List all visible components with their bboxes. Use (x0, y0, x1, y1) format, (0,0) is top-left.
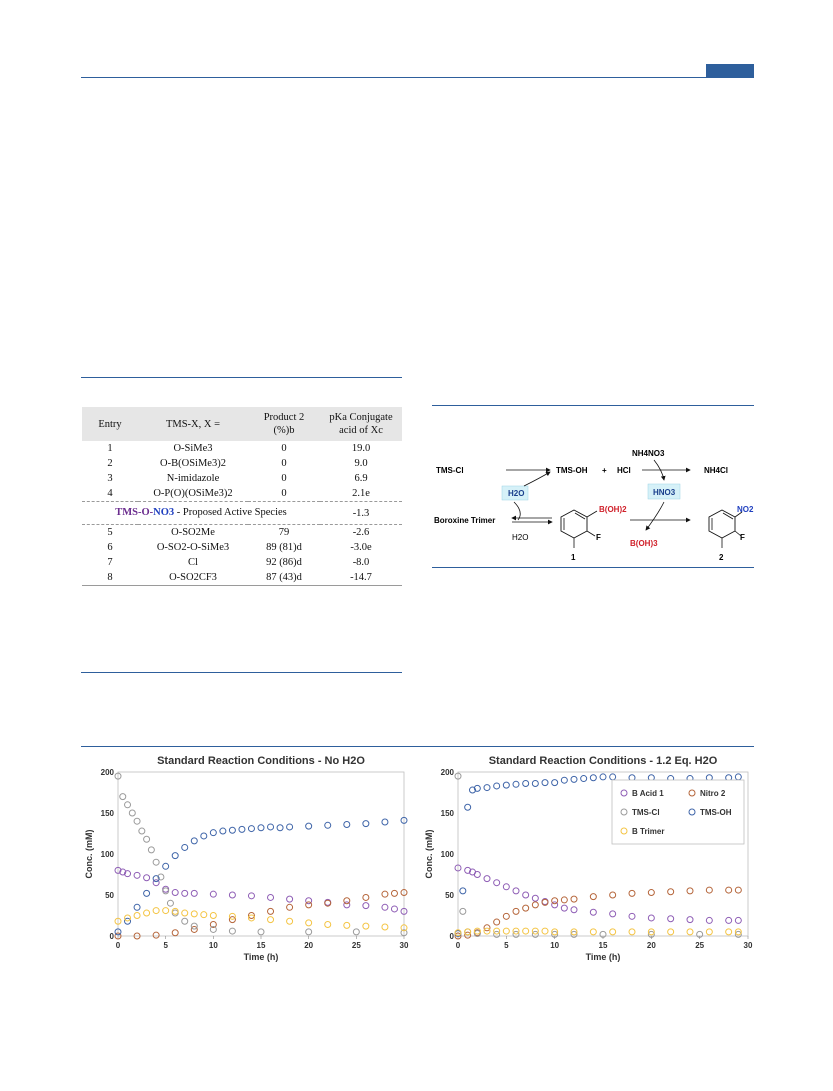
chart-title: Standard Reaction Conditions - 1.2 Eq. H2O (488, 755, 718, 767)
x-tick-label: 5 (504, 941, 509, 950)
x-tick-label: 30 (399, 941, 409, 950)
cell-x: O-SO2-O-SiMe3 (156, 542, 230, 553)
h2o-box-text: H2O (508, 489, 525, 498)
cell-x: O-P(O)(OSiMe3)2 (153, 488, 233, 499)
scheme-top-rule (432, 405, 754, 406)
ring-2 (709, 510, 735, 538)
cell-pka: 6.9 (354, 473, 368, 484)
header-tms-x: TMS-X, X = (138, 407, 248, 441)
curve-arrow-2 (524, 472, 550, 486)
header-entry: Entry (82, 407, 138, 441)
cell-entry: 6 (107, 542, 113, 553)
y-tick-label: 100 (440, 850, 454, 859)
cell-pka: -2.6 (320, 525, 402, 541)
legend-label: B Trimer (632, 827, 665, 836)
y-tick-label: 0 (109, 932, 114, 941)
cell-entry: 3 (107, 473, 113, 484)
cell-product: 92 (86)d (266, 557, 302, 568)
legend-label: TMS-Cl (632, 808, 660, 817)
cell-product: 0 (281, 458, 287, 469)
reaction-scheme (432, 440, 754, 562)
cell-product: 0 (281, 473, 287, 484)
header-rule (81, 77, 754, 78)
y-tick-label: 200 (440, 768, 454, 777)
hno3-box-text: HNO3 (653, 488, 676, 497)
cell-pka: 9.0 (354, 458, 368, 469)
cell-entry: 8 (82, 570, 138, 586)
x-tick-label: 0 (115, 941, 121, 950)
label-2: 2 (719, 553, 724, 562)
cell-pka: 19.0 (351, 443, 371, 454)
boh2-text: B(OH)2 (599, 505, 627, 514)
cell-x: O-SiMe3 (173, 443, 213, 454)
x-tick-label: 10 (550, 941, 560, 950)
legend-label: B Acid 1 (632, 789, 664, 798)
cell-entry: 1 (107, 443, 113, 454)
x-tick-label: 20 (304, 941, 314, 950)
table-row (82, 570, 402, 586)
y-tick-label: 150 (440, 809, 454, 818)
cell-x: Cl (188, 557, 198, 568)
table-row (82, 525, 402, 541)
table-row (82, 555, 402, 570)
x-tick-label: 15 (256, 941, 266, 950)
curve-arrow-4 (646, 502, 664, 530)
cell-entry: 5 (82, 525, 138, 541)
tms-oh-text: TMS-OH (556, 466, 588, 475)
header-block (706, 64, 754, 77)
nh4no3-text: NH4NO3 (632, 449, 665, 458)
figure-top-rule (81, 746, 754, 747)
cell-x: N-imidazole (166, 473, 220, 484)
table-bottom-rule (81, 672, 402, 673)
chart-water-svg (420, 750, 756, 970)
cell-entry: 2 (107, 458, 113, 469)
x-tick-label: 25 (351, 941, 361, 950)
cell-x: O-B(OSiMe3)2 (160, 458, 226, 469)
x-tick-label: 15 (598, 941, 608, 950)
table-top-rule (81, 377, 402, 378)
f-text-2: F (740, 533, 745, 542)
y-axis-label: Conc. (mM) (84, 829, 94, 879)
boroxine-text: Boroxine Trimer (434, 516, 496, 525)
table-row (82, 540, 402, 555)
cell-product: 79 (248, 525, 320, 541)
y-tick-label: 50 (105, 891, 114, 900)
hcl-text: HCl (617, 466, 631, 475)
plus-text: + (602, 466, 607, 475)
cell-product: 0 (281, 488, 287, 499)
x-axis-label: Time (h) (243, 952, 279, 962)
boh3-text: B(OH)3 (630, 539, 658, 548)
y-tick-label: 100 (100, 850, 114, 859)
x-tick-label: 25 (695, 941, 705, 950)
chart-no-water (80, 750, 412, 970)
cell-pka: -3.0e (350, 542, 372, 553)
y-tick-label: 0 (449, 932, 454, 941)
cell-pka: 2.1e (352, 488, 370, 499)
scheme-svg (432, 440, 754, 562)
ring-1 (561, 510, 587, 538)
chart-title: Standard Reaction Conditions - No H2O (157, 755, 365, 767)
header-product: Product 2 (%)b (248, 407, 320, 441)
cell-product: 0 (281, 443, 287, 454)
no2-text: NO2 (737, 505, 754, 514)
y-tick-label: 200 (100, 768, 114, 777)
header-pka: pKa Conjugate acid of Xc (320, 407, 402, 441)
active-species-pka: -1.3 (320, 502, 402, 525)
legend-label: Nitro 2 (700, 789, 726, 798)
cell-pka: -8.0 (352, 557, 370, 568)
table-row (82, 456, 402, 471)
nh4cl-text: NH4Cl (704, 466, 729, 475)
cell-pka: -14.7 (320, 570, 402, 586)
x-tick-label: 10 (208, 941, 218, 950)
y-tick-label: 150 (100, 809, 114, 818)
tms-cl-text: TMS-Cl (436, 466, 464, 475)
h2o-text: H2O (512, 533, 529, 542)
table-row (82, 486, 402, 502)
y-tick-label: 50 (445, 891, 454, 900)
cell-x: O-SO2Me (138, 525, 248, 541)
plot-area (118, 772, 404, 936)
table-row (82, 441, 402, 456)
cell-x: O-SO2CF3 (138, 570, 248, 586)
cell-entry: 4 (107, 488, 113, 499)
y-axis-label: Conc. (mM) (424, 829, 434, 879)
x-tick-label: 5 (163, 941, 168, 950)
chart-no-water-svg (80, 750, 412, 970)
results-table (82, 407, 402, 586)
label-1: 1 (571, 553, 576, 562)
x-axis-label: Time (h) (585, 952, 621, 962)
x-tick-label: 30 (743, 941, 753, 950)
chart-water (420, 750, 756, 970)
table-row (82, 471, 402, 486)
curve-3 (514, 502, 520, 520)
cell-product: 89 (81)d (266, 542, 302, 553)
scheme-bottom-rule (432, 567, 754, 568)
x-tick-label: 0 (455, 941, 461, 950)
x-tick-label: 20 (646, 941, 656, 950)
legend-label: TMS-OH (700, 808, 732, 817)
active-species-label: TMS-O-NO3 - Proposed Active Species (82, 502, 320, 525)
cell-product: 87 (43)d (248, 570, 320, 586)
f-text-1: F (596, 533, 601, 542)
cell-entry: 7 (107, 557, 113, 568)
